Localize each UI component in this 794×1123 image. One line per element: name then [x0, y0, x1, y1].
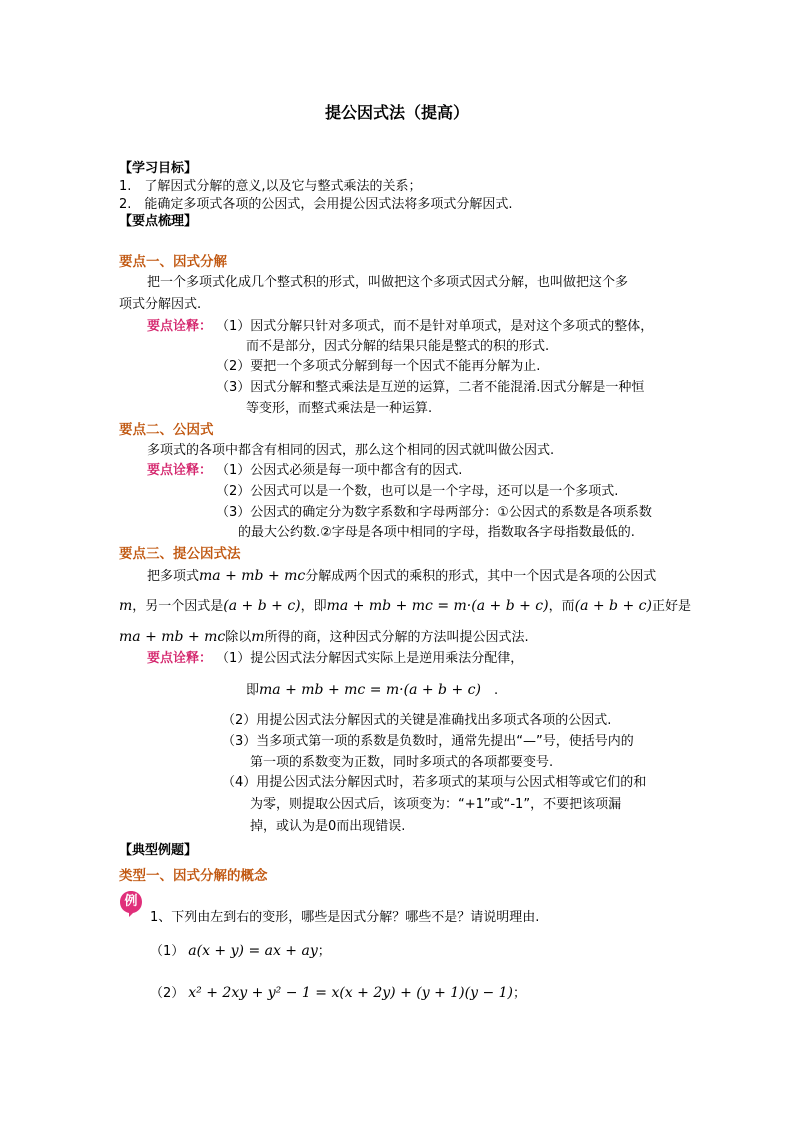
math-expression: a(x + y) = ax + ay	[188, 943, 318, 959]
math-expression: ma + mb + mc	[119, 629, 226, 645]
points-heading: 【要点梳理】	[119, 214, 198, 229]
point-3-note-1-equation	[246, 680, 498, 701]
math-expression: ma + mb + mc = m·(a + b + c)	[326, 598, 549, 614]
point-1-note-3b: 等变形，而整式乘法是一种运算.	[246, 401, 433, 416]
text: ，即	[300, 599, 327, 614]
point-2-note-3a: （3）公因式的确定分为数字系数和字母两部分：①公因式的系数是各项系数	[216, 505, 652, 520]
point-3-title: 要点三、提公因式法	[119, 546, 241, 562]
example-1-question: 1、下列由左到右的变形，哪些是因式分解？哪些不是？请说明理由.	[150, 910, 540, 925]
math-expression: (a + b + c)	[223, 598, 301, 614]
point-2-note-1: （1）公因式必须是每一项中都含有的因式.	[216, 463, 463, 478]
text: ，另一个因式是	[132, 599, 224, 614]
text: 把多项式	[147, 569, 200, 584]
example-1-item-1	[150, 941, 331, 962]
point-1-note-label: 要点诠释：	[147, 319, 213, 334]
point-2-note-2: （2）公因式可以是一个数，也可以是一个字母，还可以是一个多项式.	[216, 484, 619, 499]
math-expression: x² + 2xy + y² − 1 = x(x + 2y) + (y + 1)(y − 1)	[188, 985, 513, 1001]
point-3-note-4b: 为零，则提取公因式后，该项变为：“+1”或“-1”，不要把该项漏	[250, 797, 622, 812]
text: 所得的商，这种因式分解的方法叫提公因式法.	[264, 630, 529, 645]
point-1-note-2: （2）要把一个多项式分解到每一个因式不能再分解为止.	[216, 359, 541, 374]
goals-heading: 【学习目标】	[119, 161, 198, 176]
math-expression: m	[251, 629, 265, 645]
point-1-note-3a: （3）因式分解和整式乘法是互逆的运算，二者不能混淆.因式分解是一种恒	[216, 380, 645, 395]
point-1-body-line1: 把一个多项式化成几个整式积的形式，叫做把这个多项式因式分解，也叫做把这个多	[147, 275, 629, 290]
point-1-body-line2: 项式分解因式.	[119, 297, 202, 312]
text: 分解成两个因式的乘积的形式，其中一个因式是各项的公因式	[305, 569, 657, 584]
point-3-note-2: （2）用提公因式法分解因式的关键是准确找出多项式各项的公因式.	[222, 713, 612, 728]
item-label: （2）	[150, 986, 185, 1001]
point-1-note-1b: 而不是部分，因式分解的结果只能是整式的积的形式.	[246, 339, 550, 354]
point-3-note-4c: 掉，或认为是0而出现错误.	[250, 819, 406, 834]
text: 即	[246, 683, 260, 698]
point-3-note-3b: 第一项的系数变为正数，同时多项式的各项都要变号.	[250, 755, 554, 770]
point-2-title: 要点二、公因式	[119, 422, 214, 438]
point-1-title: 要点一、因式分解	[119, 254, 227, 270]
math-expression: (a + b + c)	[574, 598, 652, 614]
examples-heading: 【典型例题】	[119, 843, 198, 858]
point-2-note-label: 要点诠释：	[147, 463, 213, 478]
point-3-note-label: 要点诠释：	[147, 651, 213, 666]
point-3-note-1: （1）提公因式法分解因式实际上是逆用乘法分配律，	[216, 651, 524, 666]
point-3-line-1	[147, 566, 656, 587]
example-1-item-2	[150, 983, 526, 1004]
item-label: （1）	[150, 944, 185, 959]
point-2-body: 多项式的各项中都含有相同的因式，那么这个相同的因式就叫做公因式.	[147, 443, 555, 458]
text: 除以	[225, 630, 252, 645]
point-2-note-3b: 的最大公约数.②字母是各项中相同的字母，指数取各字母指数最低的.	[238, 525, 635, 540]
example-badge-label: 例	[124, 894, 138, 909]
example-badge-icon	[119, 890, 143, 918]
text: ，而	[548, 599, 575, 614]
page-title: 提公因式法（提高）	[324, 103, 469, 122]
text: ；	[317, 944, 331, 959]
math-expression: ma + mb + mc	[199, 568, 306, 584]
goal-item-1: 1. 了解因式分解的意义,以及它与整式乘法的关系；	[119, 179, 422, 194]
point-3-note-3a: （3）当多项式第一项的系数是负数时，通常先提出“—”号，使括号内的	[222, 734, 634, 749]
text: ；	[513, 986, 527, 1001]
math-expression: m	[119, 598, 133, 614]
point-3-note-4a: （4）用提公因式法分解因式时，若多项式的某项与公因式相等或它们的和	[222, 775, 647, 790]
text: .	[480, 683, 499, 698]
point-3-line-2	[119, 596, 691, 617]
example-type-1-title: 类型一、因式分解的概念	[119, 868, 268, 884]
goal-item-2: 2. 能确定多项式各项的公因式，会用提公因式法将多项式分解因式.	[119, 197, 513, 212]
math-expression: ma + mb + mc = m·(a + b + c)	[259, 682, 481, 698]
point-3-line-3	[119, 627, 529, 648]
point-1-note-1a: （1）因式分解只针对多项式，而不是针对单项式，是对这个多项式的整体，	[216, 319, 654, 334]
text: 正好是	[651, 599, 691, 614]
